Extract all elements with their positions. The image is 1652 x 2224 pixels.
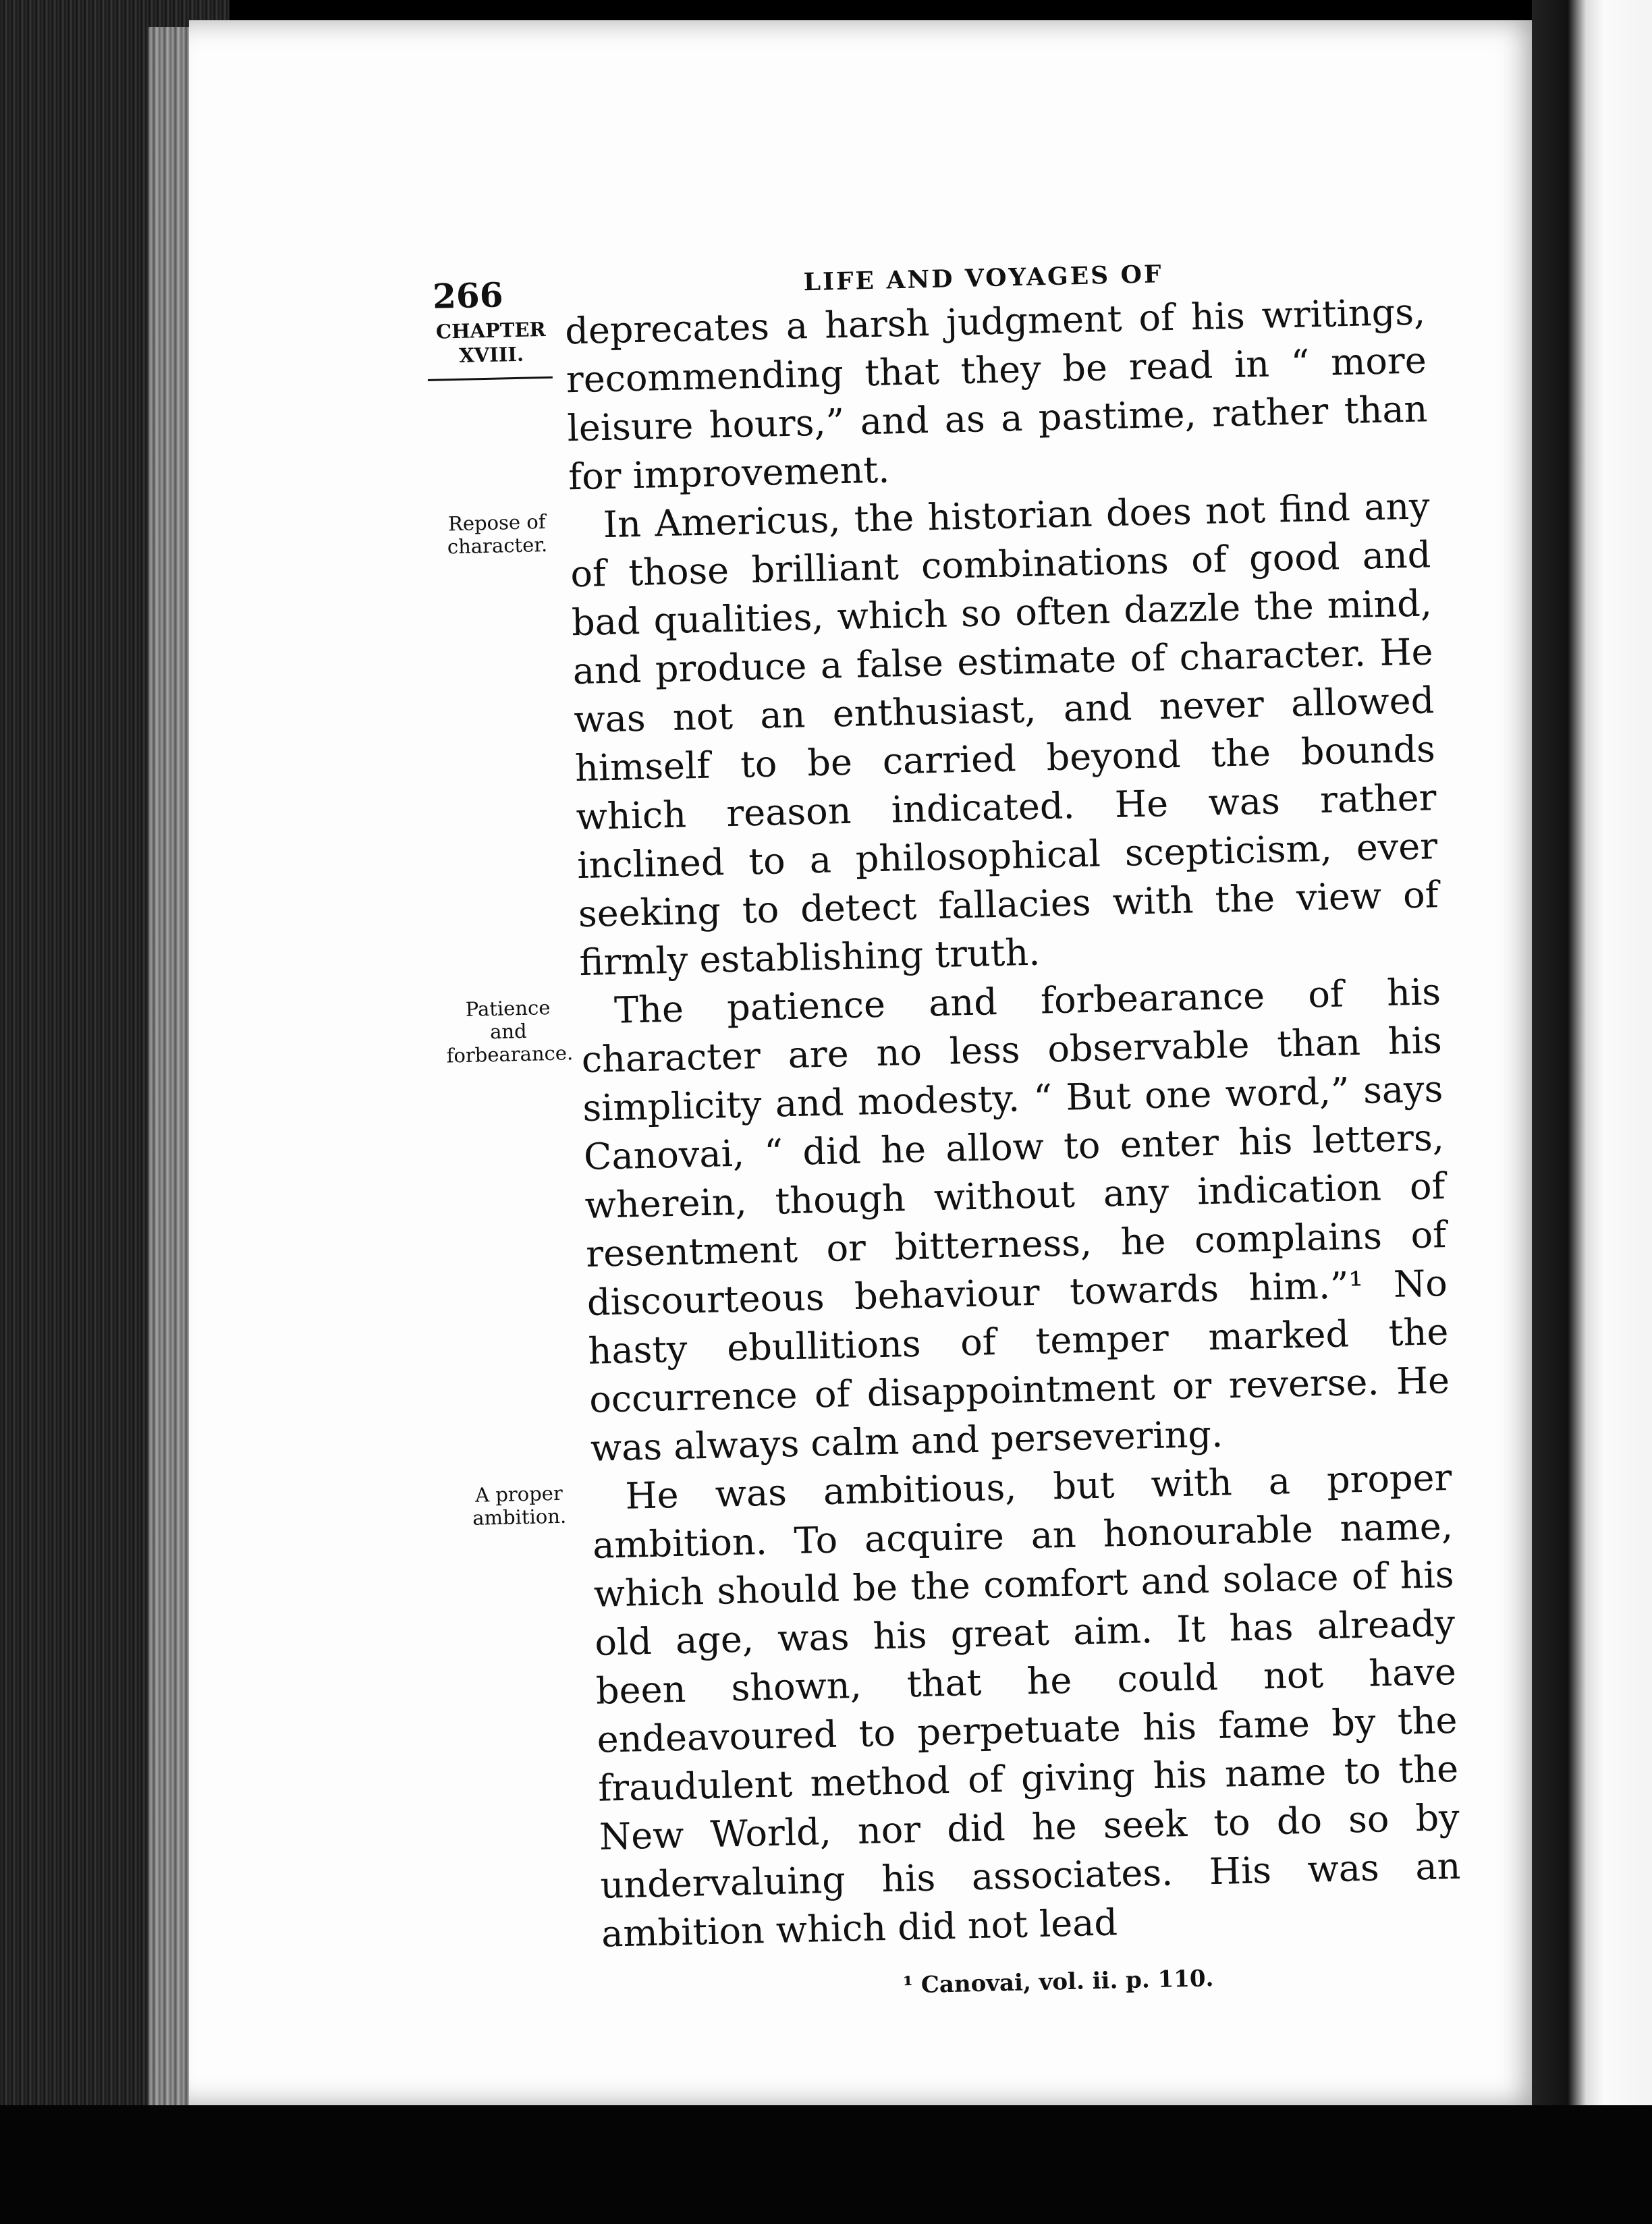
- paragraph-block-4: [472, 1453, 1462, 1959]
- paragraph: The patience and forbearance of his character are no less observable than his simplicity and modesty. “ But one word,” says Canovai, “ did he allow to enter his letters, wherein, though without any indication of resentment or bitterness, he complains of discourteous behaviour towards him.”¹ No hasty ebullitions of temper marked the occurrence of disappointment or reverse. He was always calm and persevering.: [581, 970, 1450, 1470]
- sidenote-patience: Patience and forbearance.: [446, 996, 574, 1067]
- paragraph: He was ambitious, but with a proper ambition. To acquire an honourable name, which should be the comfort and solace of his old age, was his great aim. It has already been shown, that he could not have endeavoured to perpetuate his fame by the fraudulent method of giving his name to the New World, nor did he seek to do so by undervaluing his associates. His was an ambition which did not lead: [592, 1455, 1461, 1955]
- paragraph: deprecates a harsh judgment of his writings, recommending that they be read in “ more leisure hours,” and as a pastime, rather than for improvement.: [564, 290, 1428, 499]
- chapter-marker: [426, 317, 556, 368]
- scan-background: [0, 2105, 1652, 2224]
- paragraph: In Americus, the historian does not find any of those brilliant combinations of good and bad qualities, which so often dazzle the mind, and produce a false estimate of character. He was not an enthusiast, and never allowed himself to be carried beyond the bounds which reason indicated. He was rather inclined to a philosophical scepticism, ever seeking to detect fallacies with the view of firmly establishing truth.: [570, 484, 1439, 984]
- facing-page-edge: [1532, 0, 1652, 2224]
- page-content: [425, 240, 1463, 2009]
- paragraph-block-2: [447, 482, 1440, 987]
- sidenote-repose: Repose of character.: [447, 510, 548, 559]
- footnote: ¹ Canovai, vol. ii. p. 110.: [902, 1965, 1214, 1999]
- running-title: LIFE AND VOYAGES OF: [803, 260, 1164, 297]
- sidenote-ambition: A proper ambition.: [472, 1481, 567, 1530]
- chapter-label: CHAPTER: [435, 317, 546, 343]
- chapter-rule: [428, 377, 553, 381]
- page-number: 266: [432, 275, 504, 316]
- paragraph-block-3: [446, 968, 1451, 1473]
- chapter-number: XVIII.: [458, 342, 524, 367]
